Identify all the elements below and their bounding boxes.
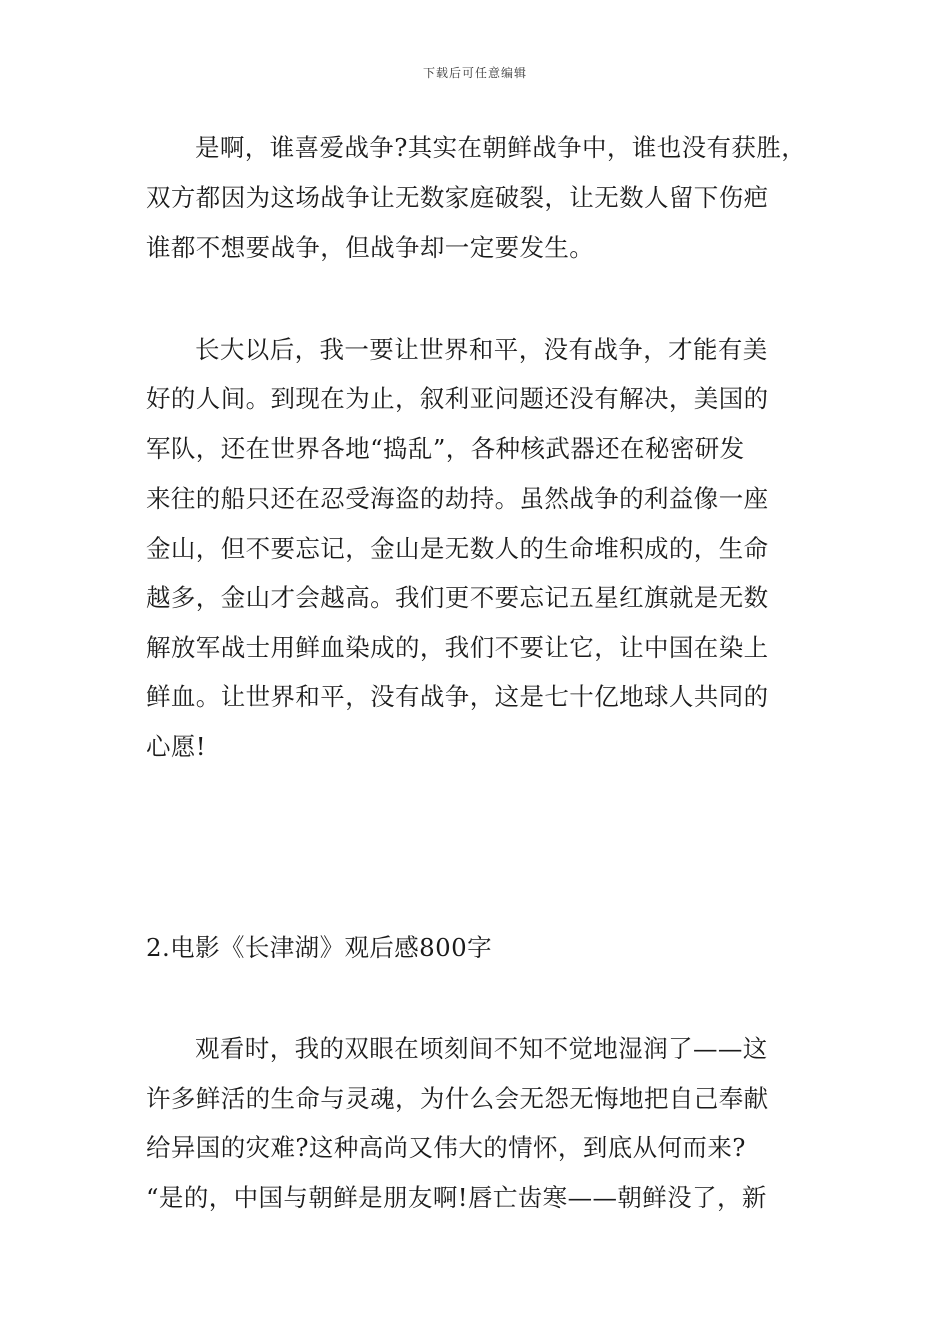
section-heading: 2.电影《长津湖》观后感800字	[146, 933, 493, 962]
text-line: 来往的船只还在忍受海盗的劫持。虽然战争的利益像一座	[146, 484, 769, 513]
text-line: 好的人间。到现在为止，叙利亚问题还没有解决，美国的	[146, 384, 769, 413]
text-line: 心愿!	[146, 732, 207, 761]
text-line: 长大以后，我一要让世界和平，没有战争，才能有美	[195, 335, 768, 364]
text-line: “是的，中国与朝鲜是朋友啊!唇亡齿寒——朝鲜没了，新	[146, 1183, 767, 1212]
text-line: 越多，金山才会越高。我们更不要忘记五星红旗就是无数	[146, 583, 769, 612]
text-line: 给异国的灾难?这种高尚又伟大的情怀，到底从何而来?	[146, 1133, 746, 1162]
text-line: 双方都因为这场战争让无数家庭破裂，让无数人留下伤疤	[146, 183, 769, 212]
text-line: 观看时，我的双眼在顷刻间不知不觉地湿润了——这	[195, 1034, 768, 1063]
text-line: 解放军战士用鲜血染成的，我们不要让它，让中国在染上	[146, 633, 769, 662]
text-line: 谁都不想要战争，但战争却一定要发生。	[146, 233, 595, 262]
text-line: 是啊，谁喜爱战争?其实在朝鲜战争中，谁也没有获胜，	[195, 133, 807, 162]
page-header: 下载后可任意编辑	[422, 66, 527, 80]
text-line: 军队，还在世界各地“捣乱”，各种核武器还在秘密研发	[146, 434, 745, 463]
text-line: 金山，但不要忘记，金山是无数人的生命堆积成的，生命	[146, 534, 769, 563]
text-line: 许多鲜活的生命与灵魂，为什么会无怨无悔地把自己奉献	[146, 1084, 769, 1113]
text-line: 鲜血。让世界和平，没有战争，这是七十亿地球人共同的	[146, 682, 769, 711]
